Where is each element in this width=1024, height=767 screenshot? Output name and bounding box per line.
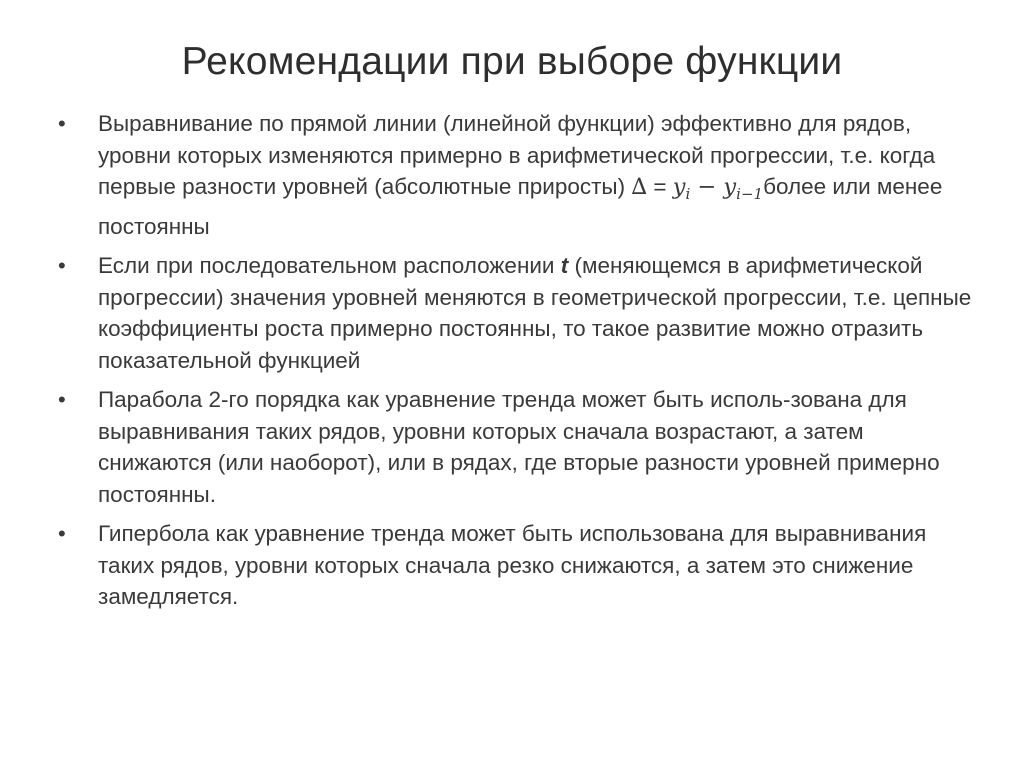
math-y-i: y [672,174,686,200]
bullet-marker: • [58,387,66,412]
math-y-i-minus-1: y [723,174,737,200]
bullet-text-linear-after: более или менее постоянны [98,174,943,239]
equals-sign: = [647,174,673,199]
math-subscript-i: i [685,185,691,203]
slide-title: Рекомендации при выборе функции [181,40,843,83]
bullet-marker: • [58,521,66,546]
delta-symbol: ∆ [631,174,648,200]
emphasis-t: t [560,253,569,278]
bullet-text-exponential-after: (меняющемся в арифметической прогрессии) значения уровней меняются в геометрической прогрессии, т.е. цепные коэффициенты роста примерно постоянны, то такое развитие можно отразить показательной функцией [98,253,972,373]
bullet-list [58,108,978,621]
bullet-item-linear [58,108,978,242]
bullet-item-parabola [58,384,978,510]
bullet-item-exponential [58,250,978,376]
bullet-text-exponential-before: Если при последовательном расположении [98,253,561,278]
bullet-text-hyperbola: Гипербола как уравнение тренда может быть использована для выравнивания таких рядов, уровни которых сначала резко снижаются, а затем это снижение замедляется. [98,521,927,609]
bullet-marker: • [58,253,66,278]
bullet-text-linear-before: Выравнивание по прямой линии (линейной функции) эффективно для рядов, уровни которых изменяются примерно в арифметической прогрессии, т.е. когда первые разности уровней (абсолютные приросты) [98,111,936,199]
math-subscript-i-minus-1: i−1 [736,185,764,203]
bullet-marker: • [58,111,66,136]
bullet-item-hyperbola [58,518,978,613]
minus-sign: − [690,174,724,200]
bullet-text-parabola: Парабола 2-го порядка как уравнение тренда может быть исполь-зована для выравнивания таких рядов, уровни которых сначала возрастают, а затем снижаются (или наоборот), или в рядах, где вторые разности уровней примерно постоянны. [98,387,940,507]
